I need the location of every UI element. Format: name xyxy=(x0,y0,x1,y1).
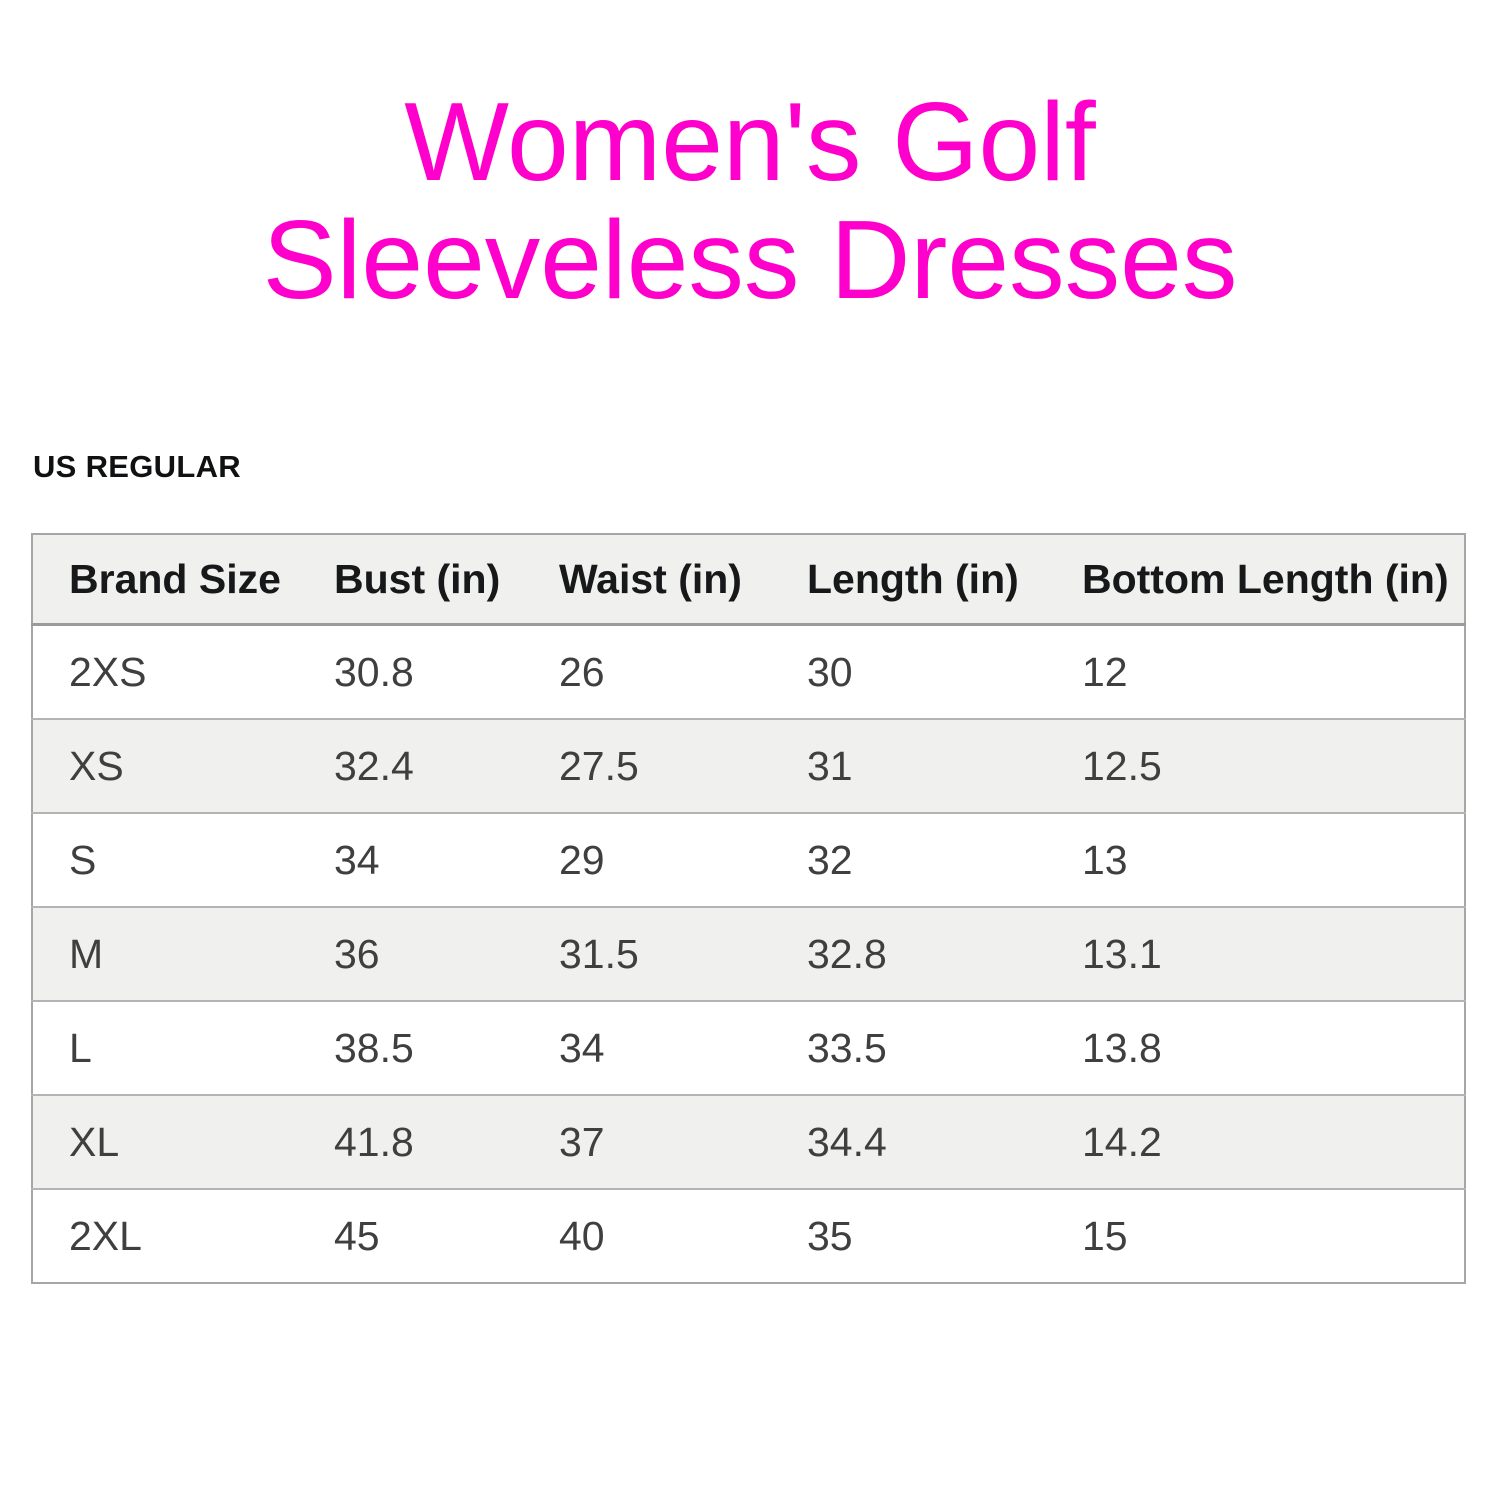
cell-waist: 31.5 xyxy=(559,930,639,977)
cell-bust: 32.4 xyxy=(334,742,414,789)
column-header-bust: Bust (in) xyxy=(298,534,523,625)
cell-bottom-length: 13.8 xyxy=(1082,1024,1162,1071)
cell-bottom-length: 15 xyxy=(1082,1212,1128,1259)
table-row xyxy=(32,1001,1465,1095)
cell-length: 34.4 xyxy=(807,1118,887,1165)
cell-brand-size: M xyxy=(69,930,104,977)
cell-bust: 41.8 xyxy=(334,1118,414,1165)
cell-length: 31 xyxy=(807,742,853,789)
page-title-line-2: Sleeveless Dresses xyxy=(262,198,1238,322)
column-header-brand-size: Brand Size xyxy=(32,534,298,625)
cell-bust: 30.8 xyxy=(334,648,414,695)
cell-length: 30 xyxy=(807,648,853,695)
size-chart-table xyxy=(31,533,1466,1284)
cell-bottom-length: 14.2 xyxy=(1082,1118,1162,1165)
cell-brand-size: 2XS xyxy=(69,648,147,695)
cell-brand-size: XL xyxy=(69,1118,120,1165)
cell-waist: 26 xyxy=(559,648,605,695)
column-header-waist: Waist (in) xyxy=(523,534,771,625)
table-row xyxy=(32,813,1465,907)
column-header-length: Length (in) xyxy=(771,534,1046,625)
cell-waist: 29 xyxy=(559,836,605,883)
cell-brand-size: L xyxy=(69,1024,92,1071)
cell-bottom-length: 12 xyxy=(1082,648,1128,695)
cell-brand-size: 2XL xyxy=(69,1212,142,1259)
cell-waist: 37 xyxy=(559,1118,605,1165)
cell-length: 33.5 xyxy=(807,1024,887,1071)
table-row xyxy=(32,1095,1465,1189)
cell-length: 35 xyxy=(807,1212,853,1259)
cell-waist: 34 xyxy=(559,1024,605,1071)
column-header-bottom-length: Bottom Length (in) xyxy=(1046,534,1465,625)
page-title-line-1: Women's Golf xyxy=(404,80,1096,204)
cell-bust: 34 xyxy=(334,836,380,883)
cell-length: 32 xyxy=(807,836,853,883)
page-title xyxy=(0,80,1500,322)
table-row xyxy=(32,1189,1465,1283)
table-header-row xyxy=(32,534,1465,625)
cell-bottom-length: 13 xyxy=(1082,836,1128,883)
cell-brand-size: S xyxy=(69,836,97,883)
cell-bust: 45 xyxy=(334,1212,380,1259)
cell-length: 32.8 xyxy=(807,930,887,977)
cell-bottom-length: 12.5 xyxy=(1082,742,1162,789)
cell-waist: 40 xyxy=(559,1212,605,1259)
table-row xyxy=(32,625,1465,720)
table-row xyxy=(32,719,1465,813)
cell-bottom-length: 13.1 xyxy=(1082,930,1162,977)
cell-waist: 27.5 xyxy=(559,742,639,789)
cell-brand-size: XS xyxy=(69,742,124,789)
us-regular-label: US REGULAR xyxy=(33,449,241,484)
table-row xyxy=(32,907,1465,1001)
cell-bust: 36 xyxy=(334,930,380,977)
cell-bust: 38.5 xyxy=(334,1024,414,1071)
